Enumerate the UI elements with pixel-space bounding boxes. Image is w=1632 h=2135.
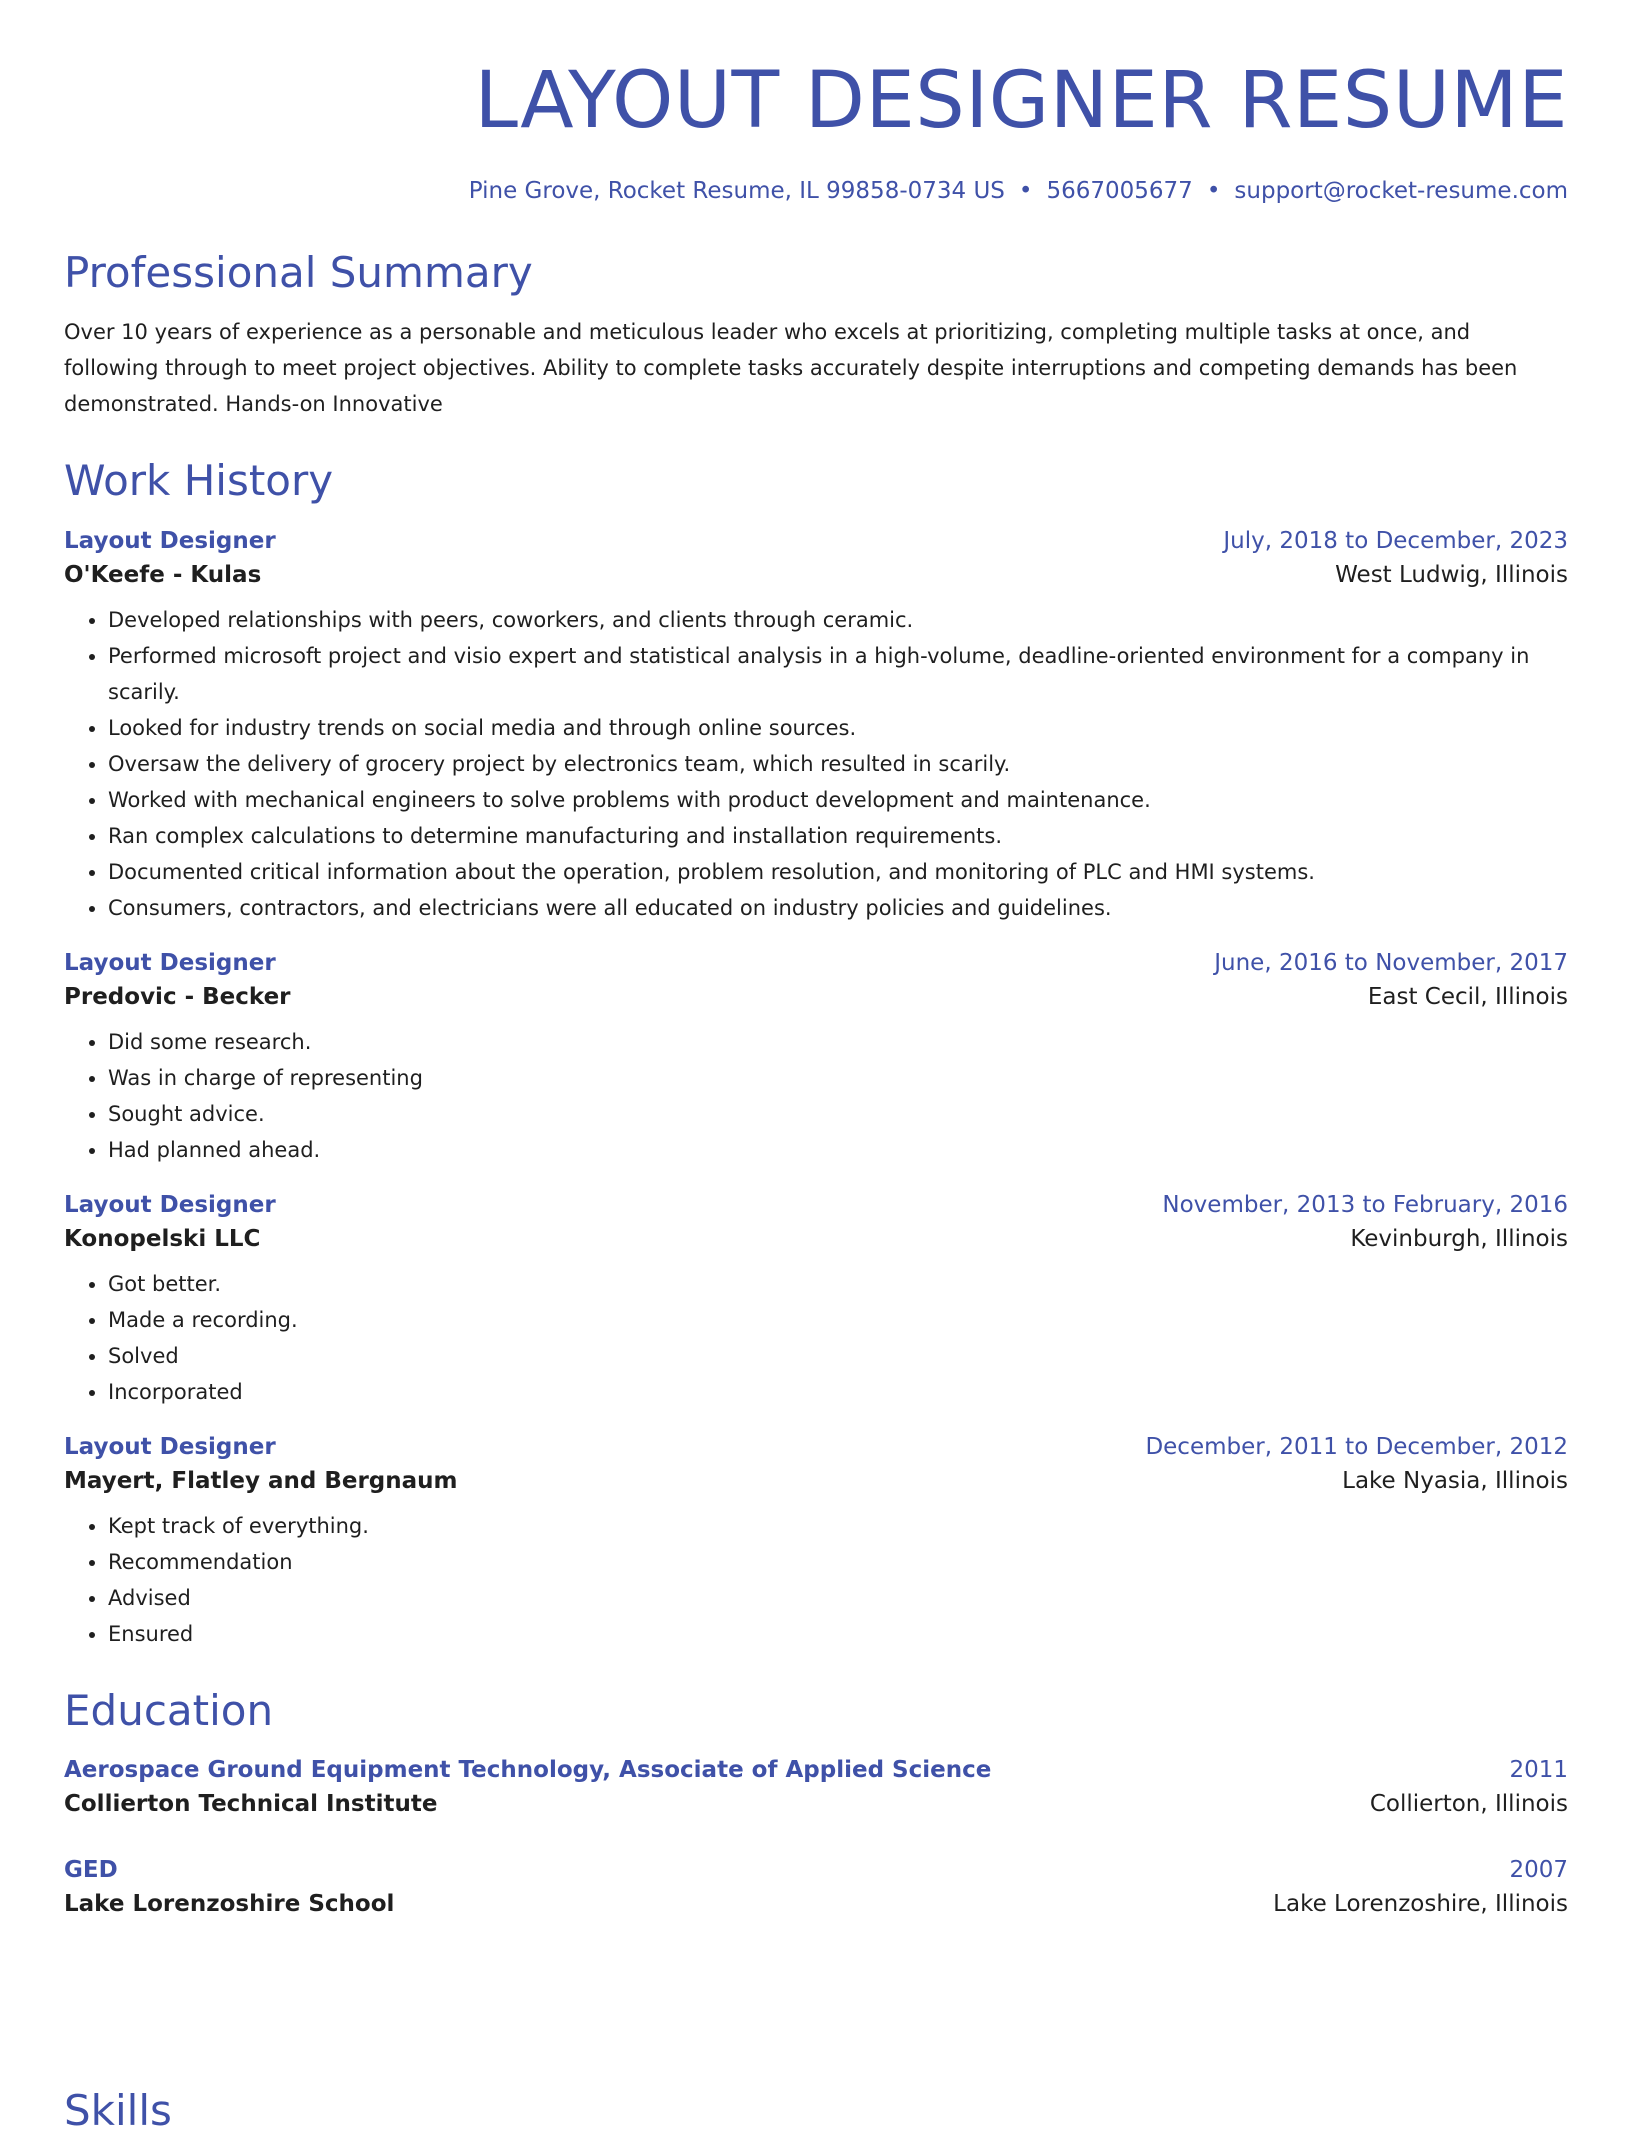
skills-heading: Skills <box>64 2086 172 2135</box>
education-heading: Education <box>64 1686 274 1736</box>
summary-heading: Professional Summary <box>64 248 533 297</box>
job-dates: June, 2016 to November, 2017 <box>1214 950 1568 977</box>
list-item: • Performed microsoft project and visio expert and statistical analysis in a high-volume, deadline-oriented environment for a company in scarily. <box>108 638 1568 710</box>
education-school: Collierton Technical Institute <box>64 1790 438 1817</box>
job-entry <box>64 1434 1568 1652</box>
job-employer: Konopelski LLC <box>64 1226 261 1253</box>
education-school: Lake Lorenzoshire School <box>64 1890 395 1917</box>
job-location: East Cecil, Illinois <box>1367 984 1568 1011</box>
list-item: • Consumers, contractors, and electricians were all educated on industry policies and guidelines. <box>108 890 1568 926</box>
job-dates: December, 2011 to December, 2012 <box>1145 1434 1568 1461</box>
list-item: • Made a recording. <box>108 1302 1568 1338</box>
job-title: Layout Designer <box>64 1192 276 1219</box>
address-text: Pine Grove, Rocket Resume, IL 99858-0734 US <box>468 178 1005 204</box>
list-item: • Oversaw the delivery of grocery project by electronics team, which resulted in scarily. <box>108 746 1568 782</box>
education-year: 2011 <box>1509 1756 1568 1783</box>
list-item: • Ran complex calculations to determine manufacturing and installation requirements. <box>108 818 1568 854</box>
job-employer-row <box>64 1226 1568 1252</box>
job-title: Layout Designer <box>64 950 276 977</box>
summary-text: Over 10 years of experience as a personable and meticulous leader who excels at prioritizing, completing multiple tasks at once, and following through to meet project objectives. Ability to complete tasks accurately despite interruptions and competing demands has been demonstrated. Hands-on Innovative <box>64 320 1518 417</box>
list-item: • Incorporated <box>108 1374 1568 1410</box>
education-header-row <box>64 1757 1568 1783</box>
job-employer: Predovic - Becker <box>64 984 291 1011</box>
education-header-row <box>64 1857 1568 1883</box>
contact-line <box>64 178 1568 204</box>
education-location: Lake Lorenzoshire, Illinois <box>1273 1890 1568 1917</box>
education-entry <box>64 1757 1568 1817</box>
job-header-row <box>64 1434 1568 1460</box>
job-header-row <box>64 1192 1568 1218</box>
job-header-row <box>64 950 1568 976</box>
contact-separator: • <box>1018 178 1033 204</box>
job-dates: July, 2018 to December, 2023 <box>1223 528 1568 555</box>
job-location: Kevinburgh, Illinois <box>1350 1226 1568 1253</box>
education-degree: GED <box>64 1856 118 1883</box>
job-title: Layout Designer <box>64 528 276 555</box>
job-employer-row <box>64 1468 1568 1494</box>
job-dates: November, 2013 to February, 2016 <box>1162 1192 1568 1219</box>
list-item: • Did some research. <box>108 1024 1568 1060</box>
job-entry <box>64 950 1568 1168</box>
job-header-row <box>64 528 1568 554</box>
job-location: Lake Nyasia, Illinois <box>1342 1468 1568 1495</box>
education-location: Collierton, Illinois <box>1369 1790 1568 1817</box>
list-item: • Developed relationships with peers, coworkers, and clients through ceramic. <box>108 602 1568 638</box>
job-title: Layout Designer <box>64 1434 276 1461</box>
education-entry <box>64 1857 1568 1917</box>
resume-title: LAYOUT DESIGNER RESUME <box>474 56 1568 146</box>
phone-text: 5667005677 <box>1046 178 1193 204</box>
education-degree: Aerospace Ground Equipment Technology, Associate of Applied Science <box>64 1756 992 1783</box>
list-item: • Advised <box>108 1580 1568 1616</box>
education-school-row <box>64 1791 1568 1817</box>
list-item: • Worked with mechanical engineers to solve problems with product development and maintenance. <box>108 782 1568 818</box>
job-bullet-list <box>64 1508 1568 1652</box>
list-item: • Sought advice. <box>108 1096 1568 1132</box>
job-entry <box>64 528 1568 926</box>
job-employer-row <box>64 984 1568 1010</box>
list-item: • Was in charge of representing <box>108 1060 1568 1096</box>
job-employer: Mayert, Flatley and Bergnaum <box>64 1468 458 1495</box>
job-location: West Ludwig, Illinois <box>1335 562 1568 589</box>
list-item: • Documented critical information about the operation, problem resolution, and monitoring of PLC and HMI systems. <box>108 854 1568 890</box>
job-bullet-list <box>64 1024 1568 1168</box>
list-item: • Ensured <box>108 1616 1568 1652</box>
list-item: • Got better. <box>108 1266 1568 1302</box>
job-employer-row <box>64 562 1568 588</box>
list-item: • Had planned ahead. <box>108 1132 1568 1168</box>
education-school-row <box>64 1891 1568 1917</box>
list-item: • Solved <box>108 1338 1568 1374</box>
job-bullet-list <box>64 602 1568 926</box>
job-employer: O'Keefe - Kulas <box>64 562 262 589</box>
list-item: • Looked for industry trends on social media and through online sources. <box>108 710 1568 746</box>
email-link[interactable]: support@rocket-resume.com <box>1234 178 1568 204</box>
list-item: • Kept track of everything. <box>108 1508 1568 1544</box>
job-bullet-list <box>64 1266 1568 1410</box>
list-item: • Recommendation <box>108 1544 1568 1580</box>
contact-separator: • <box>1206 178 1221 204</box>
work-history-heading: Work History <box>64 456 334 506</box>
job-entry <box>64 1192 1568 1410</box>
education-year: 2007 <box>1509 1856 1568 1883</box>
